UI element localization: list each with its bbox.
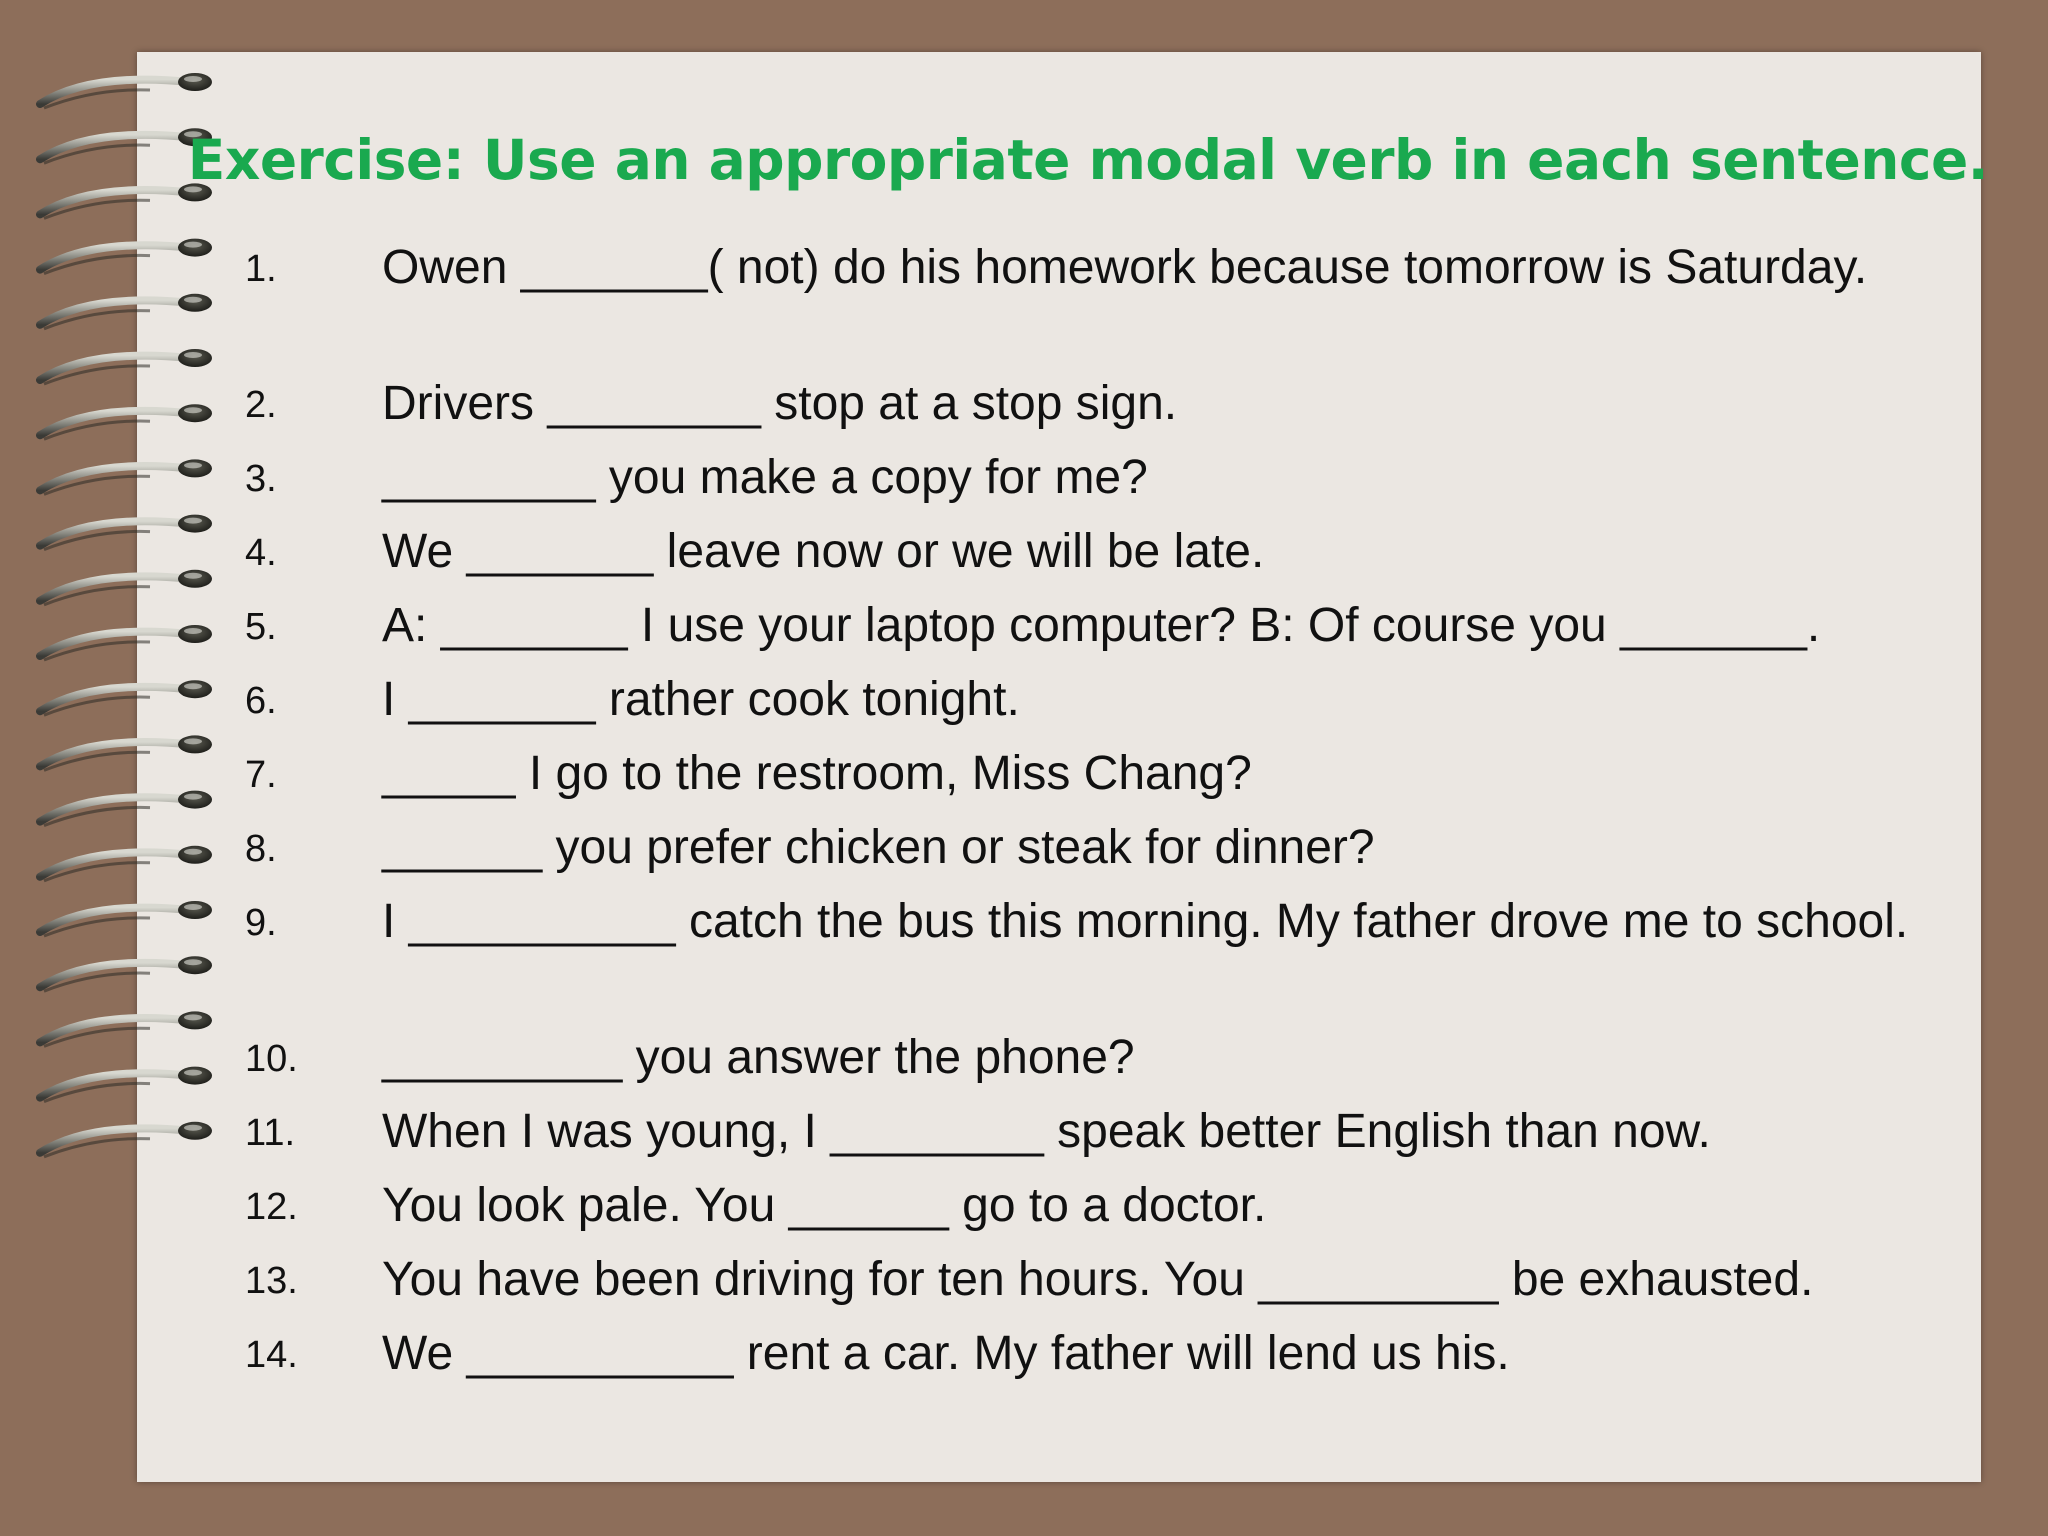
- exercise-title: Exercise: Use an appropriate modal verb in each sentence.: [187, 128, 1989, 192]
- item-text: You have been driving for ten hours. You _________ be exhausted.: [382, 1253, 1814, 1306]
- item-number: 4.: [245, 532, 277, 574]
- item-text: ______ you prefer chicken or steak for dinner?: [382, 821, 1375, 874]
- item-text: We __________ rent a car. My father will lend us his.: [382, 1327, 1510, 1380]
- item-text: When I was young, I ________ speak better English than now.: [382, 1105, 1711, 1158]
- item-text: ________ you make a copy for me?: [382, 451, 1148, 504]
- item-text: We _______ leave now or we will be late.: [382, 525, 1265, 578]
- item-text: You look pale. You ______ go to a doctor.: [382, 1179, 1267, 1232]
- item-text: _____ I go to the restroom, Miss Chang?: [382, 747, 1252, 800]
- item-number: 2.: [245, 384, 277, 426]
- item-text: Owen _______( not) do his homework because tomorrow is Saturday.: [382, 241, 1868, 294]
- item-text: I _______ rather cook tonight.: [382, 673, 1020, 726]
- item-number: 3.: [245, 458, 277, 500]
- item-number: 8.: [245, 828, 277, 870]
- item-number: 5.: [245, 606, 277, 648]
- item-text: Drivers ________ stop at a stop sign.: [382, 377, 1178, 430]
- item-number: 13.: [245, 1260, 298, 1302]
- item-number: 1.: [245, 248, 277, 290]
- item-text: I __________ catch the bus this morning. My father drove me to school.: [382, 895, 1909, 948]
- item-number: 14.: [245, 1334, 298, 1376]
- item-text: A: _______ I use your laptop computer? B: Of course you _______.: [382, 599, 1821, 652]
- item-text: _________ you answer the phone?: [382, 1031, 1135, 1084]
- item-number: 11.: [245, 1112, 296, 1154]
- item-number: 9.: [245, 902, 277, 944]
- item-number: 12.: [245, 1186, 298, 1228]
- item-number: 7.: [245, 754, 277, 796]
- item-number: 10.: [245, 1038, 298, 1080]
- item-number: 6.: [245, 680, 277, 722]
